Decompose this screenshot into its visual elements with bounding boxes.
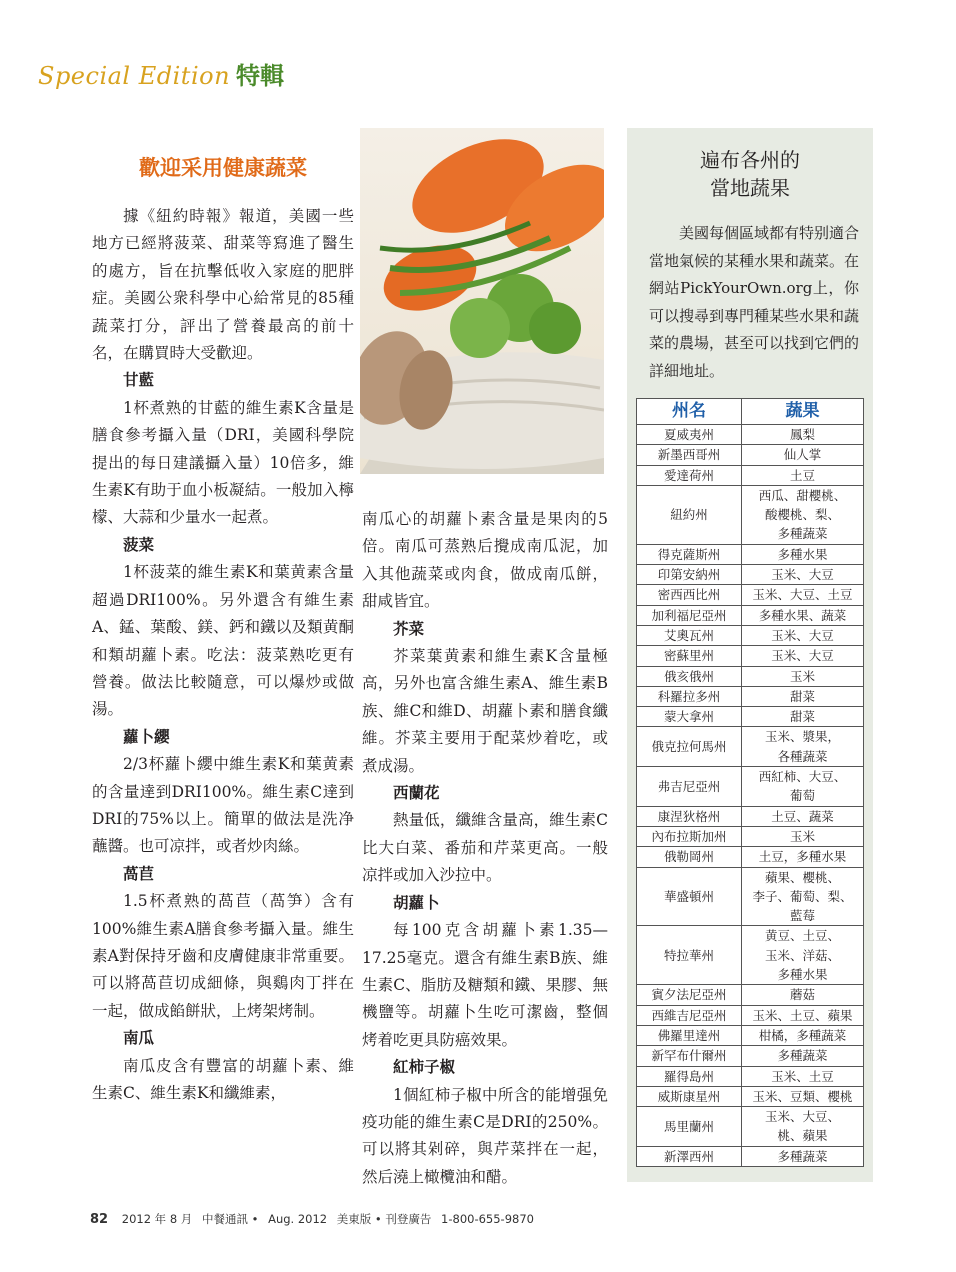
brand-chinese: 特輯 — [236, 62, 285, 90]
produce-line: 玉米 — [789, 668, 815, 684]
table-row — [637, 826, 864, 846]
section-body: 2/3杯蘿卜纓中維生素K和葉黄素的含量達到DRI100%。維生素C達到DRI的75%以上。簡單的做法是洗净蘸醬。也可凉拌，或者炒肉絲。 — [92, 755, 354, 856]
section-body: 南瓜心的胡蘿卜素含量是果肉的5倍。南瓜可蒸熟后攪成南瓜泥，加入其他蔬菜或肉食，做成南瓜餅，甜咸皆宜。 — [362, 510, 608, 611]
produce-line: 玉米、大豆 — [771, 648, 834, 664]
state-name-cell: 賓夕法尼亞州 — [637, 985, 742, 1005]
article-intro: 據《紐約時報》報道，美國一些地方已經將菠菜、甜菜等寫進了醫生的處方，旨在抗擊低收入家庭的肥胖症。美國公衆科學中心給常見的85種蔬菜打分，評出了營養最高的前十名，在購買時大受歡迎。 — [92, 207, 354, 363]
produce-cell — [742, 727, 864, 767]
section-body: 南瓜皮含有豐富的胡蘿卜素、維生素C、維生素K和纖維素， — [92, 1056, 354, 1102]
produce-cell — [742, 544, 864, 564]
section-body: 1個紅柿子椒中所含的能增强免疫功能的維生素C是DRI的250%。可以將其剁碎，與芹菜拌在一起，然后澆上橄欖油和醋。 — [362, 1085, 608, 1186]
state-name-cell: 羅得島州 — [637, 1066, 742, 1086]
produce-cell — [742, 1107, 864, 1147]
state-name-cell: 加利福尼亞州 — [637, 605, 742, 625]
produce-line: 桃、蘋果 — [777, 1128, 828, 1144]
produce-cell — [742, 767, 864, 807]
produce-line: 土豆、蔬菜 — [771, 808, 834, 824]
table-row — [637, 585, 864, 605]
produce-line: 柑橘，多種蔬菜 — [758, 1027, 847, 1043]
table-row — [637, 666, 864, 686]
table-row — [637, 445, 864, 465]
footer-magazine: 中餐通訊 • — [201, 1212, 259, 1226]
produce-cell — [742, 565, 864, 585]
produce-line: 玉米、豆類、櫻桃 — [752, 1088, 853, 1104]
produce-line: 玉米、洋菇、 — [764, 947, 840, 963]
produce-line: 玉米、大豆、土豆 — [752, 587, 853, 603]
produce-cell — [742, 465, 864, 485]
state-name-cell: 愛達荷州 — [637, 465, 742, 485]
table-row — [637, 1066, 864, 1086]
column-header-state: 州名 — [637, 399, 742, 425]
produce-line: 玉米 — [789, 828, 815, 844]
produce-cell — [742, 707, 864, 727]
table-row — [637, 544, 864, 564]
table-row — [637, 1086, 864, 1106]
state-name-cell: 紐約州 — [637, 485, 742, 544]
produce-line: 玉米、大豆 — [771, 627, 834, 643]
page-footer — [90, 1211, 540, 1227]
table-body — [637, 425, 864, 1167]
state-name-cell: 佛羅里達州 — [637, 1025, 742, 1045]
state-name-cell: 新澤西州 — [637, 1146, 742, 1166]
produce-cell — [742, 826, 864, 846]
table-row — [637, 847, 864, 867]
produce-line: 鳳梨 — [789, 427, 815, 442]
article-title: 歡迎采用健康蔬菜 — [139, 156, 307, 180]
table-row — [637, 707, 864, 727]
produce-line: 甜菜 — [789, 709, 815, 725]
section-title: 南瓜 — [123, 1029, 155, 1048]
table-row — [637, 686, 864, 706]
section-body: 每100克含胡蘿卜素1.35—17.25毫克。還含有維生素B族、維生素C、脂肪及糖類和鐵、果膠、無機鹽等。胡蘿卜生吃可潔齒，整個烤着吃更具防癌效果。 — [362, 921, 608, 1049]
state-name-cell: 印第安納州 — [637, 565, 742, 585]
produce-line: 蘑菇 — [789, 987, 815, 1003]
state-name-cell: 弗吉尼亞州 — [637, 767, 742, 807]
state-name-cell: 蒙大拿州 — [637, 707, 742, 727]
state-name-cell: 威斯康星州 — [637, 1086, 742, 1106]
section-title: 萵苣 — [123, 864, 155, 883]
state-name-cell: 得克薩斯州 — [637, 544, 742, 564]
table-row — [637, 727, 864, 767]
footer-date-en: Aug. 2012 — [268, 1212, 328, 1226]
produce-line: 藍莓 — [789, 908, 815, 924]
state-name-cell: 西維吉尼亞州 — [637, 1005, 742, 1025]
produce-cell — [742, 666, 864, 686]
produce-cell — [742, 425, 864, 445]
section-body: 芥菜葉黄素和維生素K含量極高，另外也富含維生素A、維生素B族、維C和維D、胡蘿卜素和膳食纖維。芥菜主要用于配菜炒着吃，或煮成湯。 — [362, 647, 608, 775]
produce-cell — [742, 686, 864, 706]
table-row — [637, 625, 864, 645]
produce-cell — [742, 585, 864, 605]
produce-cell — [742, 1146, 864, 1166]
produce-line: 蘋果、櫻桃、 — [764, 869, 840, 885]
section-title: 芥菜 — [393, 619, 425, 638]
brand-english: Special Edition — [38, 62, 231, 90]
table-row — [637, 806, 864, 826]
section-title: 蘿卜纓 — [123, 727, 170, 746]
state-name-cell: 特拉華州 — [637, 926, 742, 985]
page-number: 82 — [90, 1212, 109, 1227]
produce-line: 李子、葡萄、梨、 — [752, 888, 853, 904]
produce-line: 各種蔬菜 — [777, 748, 828, 764]
table-header-row — [637, 399, 864, 425]
page-header — [38, 56, 284, 91]
state-name-cell: 俄克拉何馬州 — [637, 727, 742, 767]
sidebar-title-line: 當地蔬果 — [710, 176, 790, 200]
article-column-left — [92, 203, 354, 1107]
produce-line: 玉米、土豆 — [771, 1068, 834, 1084]
section-body: 1.5杯煮熟的萵苣（萵笋）含有100%維生素A膳食參考攝入量。維生素A對保持牙齒和皮膚健康非常重要。可以將萵苣切成細條，與鷄肉丁拌在一起，做成餡餅狀，上烤架烤制。 — [92, 892, 354, 1020]
state-name-cell: 俄亥俄州 — [637, 666, 742, 686]
produce-line: 多種水果 — [777, 546, 828, 562]
vegetables-illustration — [360, 128, 604, 474]
produce-line: 西瓜、甜櫻桃、 — [758, 487, 847, 503]
section-title: 胡蘿卜 — [393, 893, 440, 912]
sidebar-title-line: 遍布各州的 — [700, 148, 800, 172]
table-row — [637, 985, 864, 1005]
produce-line: 多種蔬菜 — [777, 1048, 828, 1064]
produce-line: 玉米、漿果， — [764, 729, 840, 745]
produce-cell — [742, 1086, 864, 1106]
produce-line: 多種蔬菜 — [777, 526, 828, 542]
produce-line: 玉米、大豆、 — [764, 1109, 840, 1125]
produce-cell — [742, 485, 864, 544]
sidebar-body — [649, 220, 859, 385]
column-header-produce: 蔬果 — [742, 399, 864, 425]
produce-line: 多種蔬菜 — [777, 1148, 828, 1164]
produce-cell — [742, 1025, 864, 1045]
footer-phone: 1-800-655-9870 — [441, 1212, 534, 1226]
produce-line: 葡萄 — [789, 788, 815, 804]
produce-cell — [742, 1005, 864, 1025]
state-name-cell: 密西西比州 — [637, 585, 742, 605]
table-row — [637, 1146, 864, 1166]
produce-cell — [742, 646, 864, 666]
produce-cell — [742, 867, 864, 926]
produce-cell — [742, 1046, 864, 1066]
produce-line: 仙人掌 — [783, 447, 822, 463]
produce-cell — [742, 605, 864, 625]
section-body: 1杯菠菜的維生素K和葉黄素含量超過DRI100%。另外還含有維生素A、錳、葉酸、鎂、鈣和鐵以及類黄酮和類胡蘿卜素。吃法：菠菜熟吃更有營養。做法比較隨意，可以爆炒或做湯。 — [92, 563, 354, 719]
table-row — [637, 1025, 864, 1045]
produce-cell — [742, 985, 864, 1005]
section-title: 紅柿子椒 — [393, 1058, 456, 1077]
produce-cell — [742, 1066, 864, 1086]
table-row — [637, 646, 864, 666]
state-name-cell: 內布拉斯加州 — [637, 826, 742, 846]
table-row — [637, 1005, 864, 1025]
table-row — [637, 605, 864, 625]
table-row — [637, 926, 864, 985]
vegetables-photo — [360, 128, 604, 474]
state-name-cell: 新罕布什爾州 — [637, 1046, 742, 1066]
table-row — [637, 867, 864, 926]
produce-line: 多種水果、蔬菜 — [758, 607, 847, 623]
produce-cell — [742, 806, 864, 826]
state-name-cell: 密蘇里州 — [637, 646, 742, 666]
state-name-cell: 華盛頓州 — [637, 867, 742, 926]
sidebar-title — [627, 146, 873, 202]
produce-line: 多種水果 — [777, 967, 828, 983]
section-title: 菠菜 — [123, 535, 155, 554]
table-row — [637, 565, 864, 585]
table-row — [637, 1107, 864, 1147]
produce-line: 土豆，多種水果 — [758, 849, 847, 865]
table-row — [637, 1046, 864, 1066]
table-row — [637, 485, 864, 544]
produce-line: 黄豆、土豆、 — [764, 928, 840, 944]
section-body: 1杯煮熟的甘藍的維生素K含量是膳食參考攝入量（DRI，美國科學院提出的每日建議攝入量）10倍多，維生素K有助于血小板凝結。一般加入檸檬、大蒜和少量水一起煮。 — [92, 398, 354, 527]
state-name-cell: 艾奧瓦州 — [637, 625, 742, 645]
section-title: 西蘭花 — [393, 784, 440, 803]
sidebar-paragraph: 美國每個區域都有特别適合當地氣候的某種水果和蔬菜。在網站PickYourOwn.org上，你可以搜尋到專門種某些水果和蔬菜的農場，甚至可以找到它們的詳細地址。 — [649, 224, 860, 380]
table-row — [637, 465, 864, 485]
produce-line: 土豆 — [789, 467, 815, 483]
footer-edition: 美東版 • 刊登廣告 — [336, 1212, 432, 1226]
state-name-cell: 夏威夷州 — [637, 425, 742, 445]
footer-date-cn: 2012 年 8 月 — [121, 1212, 193, 1226]
produce-line: 甜菜 — [789, 688, 815, 704]
produce-line: 玉米、大豆 — [771, 567, 834, 583]
produce-cell — [742, 926, 864, 985]
section-body: 熱量低，纖維含量高，維生素C比大白菜、番茄和芹菜更高。一般凉拌或加入沙拉中。 — [362, 811, 608, 885]
state-name-cell: 馬里蘭州 — [637, 1107, 742, 1147]
table-row — [637, 425, 864, 445]
state-name-cell: 康涅狄格州 — [637, 806, 742, 826]
state-name-cell: 新墨西哥州 — [637, 445, 742, 465]
article-column-middle — [362, 506, 608, 1191]
state-produce-table — [636, 398, 864, 1167]
sidebar-panel — [627, 128, 873, 1182]
produce-line: 玉米、土豆、蘋果 — [752, 1007, 853, 1023]
state-name-cell: 俄勒岡州 — [637, 847, 742, 867]
produce-cell — [742, 847, 864, 867]
section-title: 甘藍 — [123, 371, 155, 390]
table-row — [637, 767, 864, 807]
state-name-cell: 科羅拉多州 — [637, 686, 742, 706]
produce-line: 酸櫻桃、梨、 — [764, 507, 840, 523]
produce-line: 西紅柿、大豆、 — [758, 769, 847, 785]
produce-cell — [742, 445, 864, 465]
produce-cell — [742, 625, 864, 645]
